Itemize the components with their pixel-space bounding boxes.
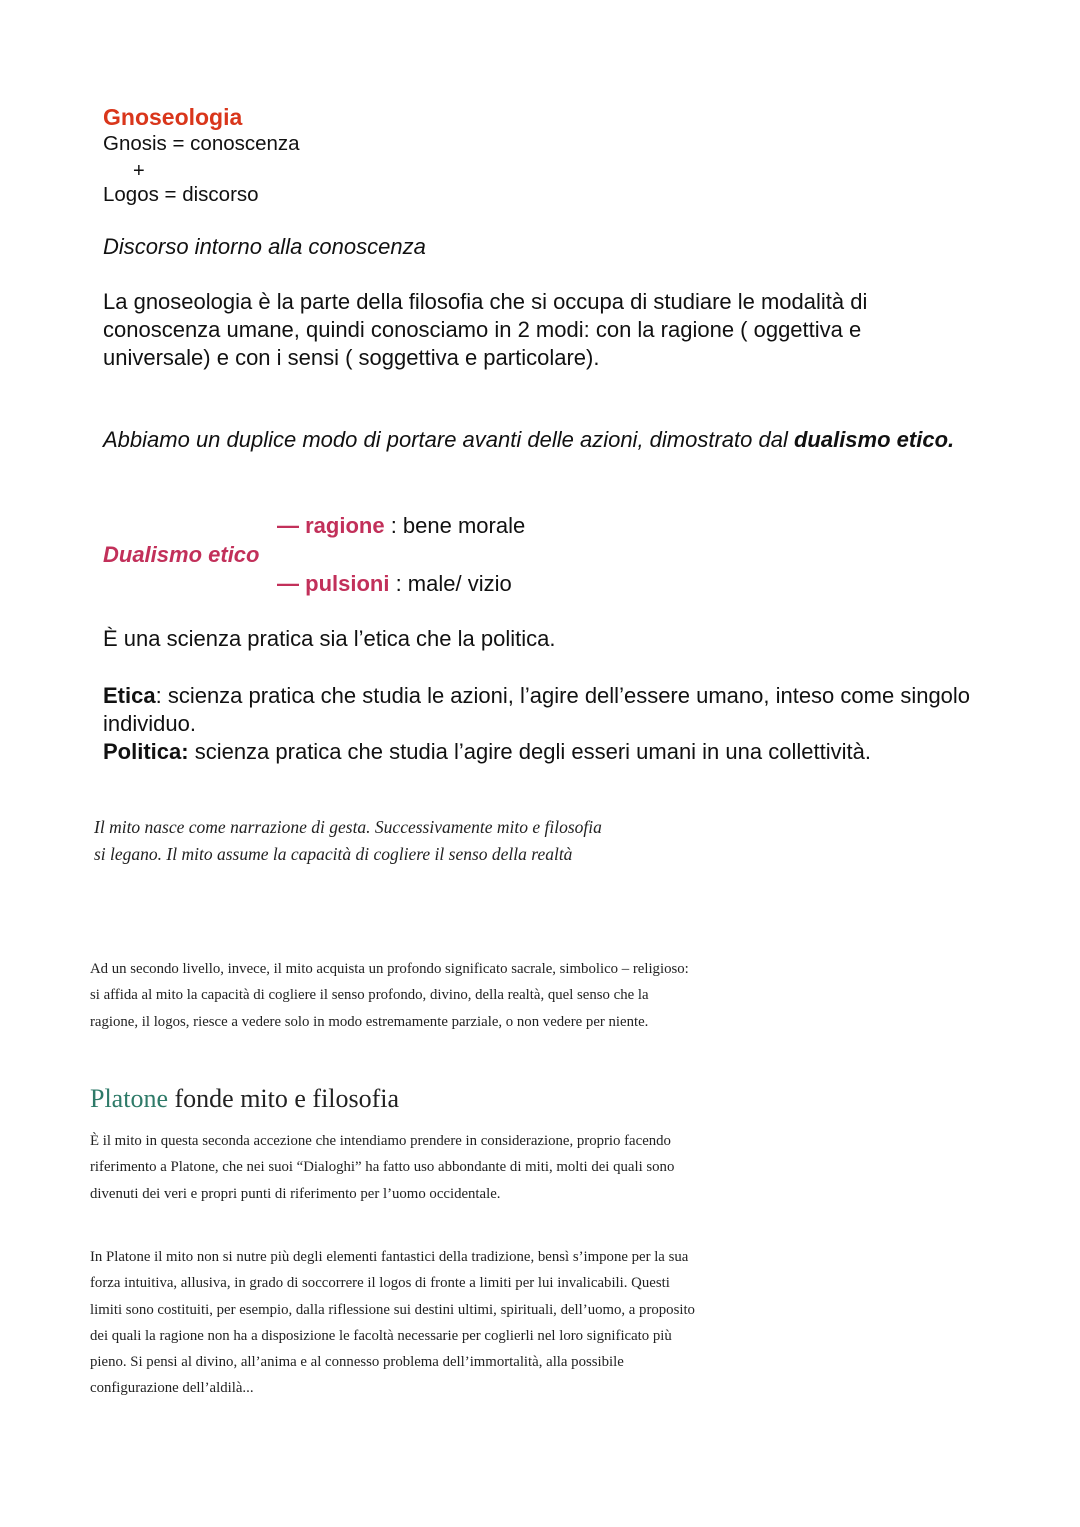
platone-paragraph-1: È il mito in questa seconda accezione che intendiamo prendere in considerazione, proprio facendo riferimento a Platone, che nei suoi “Dialoghi” ha fatto uso abbondante di miti, molti dei quali sono divenuti dei veri e propri punti di riferimento per l’uomo occidentale. [90, 1133, 675, 1202]
definition-etica [103, 682, 973, 738]
dash-icon: — [277, 513, 299, 538]
dualism-intro-bold: dualismo etico. [793, 427, 955, 452]
section-heading-platone [90, 1084, 399, 1114]
definition-term: Politica: [103, 739, 189, 764]
dualism-intro-text: Abbiamo un duplice modo di portare avanti delle azioni, dimostrato dal [103, 427, 794, 452]
dualism-desc: : male/ vizio [389, 571, 512, 596]
page-title: Gnoseologia [103, 104, 243, 130]
dualism-item-ragione [277, 513, 525, 539]
dualism-term: pulsioni [305, 571, 390, 596]
platone-heading-rest: fonde mito e filosofia [168, 1084, 400, 1113]
definition-gnosis: Gnosis = conoscenza [103, 132, 300, 155]
dualism-term: ragione [305, 513, 385, 538]
myth-note: Il mito nasce come narrazione di gesta. Successivamente mito e filosofia si legano. Il mito assume la capacità di cogliere il senso della realtà [94, 817, 602, 864]
gnoseology-paragraph: La gnoseologia è la parte della filosofia che si occupa di studiare le modalità di conoscenza umane, quindi conosciamo in 2 modi: con la ragione ( oggettiva e universale) e con i sensi ( soggettiva e particolare). [103, 289, 868, 370]
dash-icon: — [277, 571, 299, 596]
definition-text: scienza pratica che studia l’agire degli esseri umani in una collettività. [188, 739, 871, 764]
second-level-paragraph: Ad un secondo livello, invece, il mito acquista un profondo significato sacrale, simbolico – religioso: si affida al mito la capacità di cogliere il senso profondo, divino, della realtà, quel senso che la ragione, il logos, riesce a vedere solo in modo estremamente parziale, o non vedere per niente. [90, 961, 689, 1030]
practical-science: È una scienza pratica sia l’etica che la politica. [103, 626, 556, 651]
subtitle: Discorso intorno alla conoscenza [103, 234, 426, 259]
definition-text: : scienza pratica che studia le azioni, l’agire dell’essere umano, inteso come singolo individuo. [103, 683, 971, 736]
dualism-item-pulsioni [277, 571, 512, 597]
dualism-intro [103, 426, 973, 454]
dualism-desc: : bene morale [384, 513, 526, 538]
definition-logos: Logos = discorso [103, 183, 259, 206]
platone-name: Platone [90, 1084, 168, 1113]
dualism-label: Dualismo etico [103, 542, 260, 567]
definition-term: Etica [103, 683, 156, 708]
plus-sign: + [133, 160, 145, 182]
platone-paragraph-2: In Platone il mito non si nutre più degli elementi fantastici della tradizione, bensì s’impone per la sua forza intuitiva, allusiva, in grado di soccorrere il logos di fronte a limiti per lui invalicabili. Questi limiti sono costituiti, per esempio, dalla riflessione sui destini ultimi, spirituali, dell’uomo, a proposito dei quali la ragione non ha a disposizione le facoltà necessarie per coglierli nel loro significato più pieno. Si pensi al divino, all’anima e al connesso problema dell’immortalità, alla possibile configurazione dell’aldilà... [90, 1249, 695, 1397]
definition-politica [103, 738, 973, 766]
